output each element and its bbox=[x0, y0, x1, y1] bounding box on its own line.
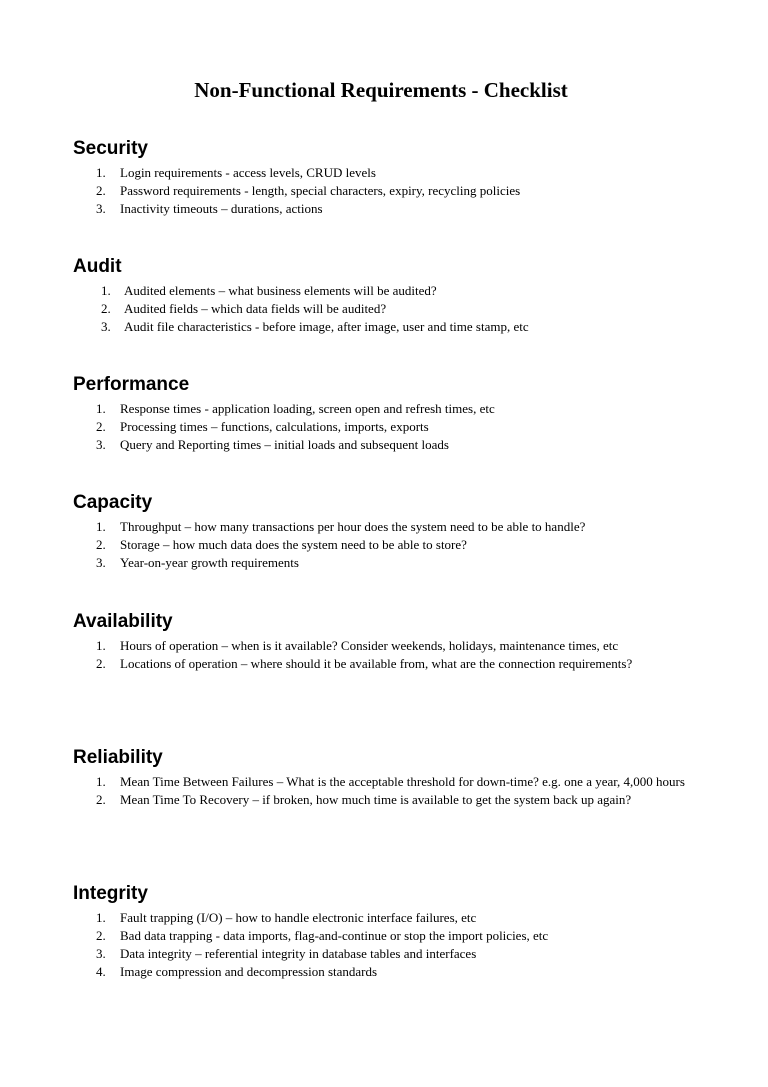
item-number: 2. bbox=[96, 656, 106, 671]
list-item bbox=[0, 418, 768, 436]
section-list bbox=[0, 637, 768, 673]
item-text: Data integrity – referential integrity in database tables and interfaces bbox=[120, 946, 477, 961]
section-list bbox=[0, 518, 768, 572]
item-number: 1. bbox=[96, 165, 106, 180]
item-text: Query and Reporting times – initial loads and subsequent loads bbox=[120, 437, 449, 452]
item-text: Bad data trapping - data imports, flag-and-continue or stop the import policies, etc bbox=[120, 928, 549, 943]
item-text: Response times - application loading, screen open and refresh times, etc bbox=[120, 401, 495, 416]
list-item bbox=[0, 200, 768, 218]
item-text: Storage – how much data does the system need to be able to store? bbox=[120, 537, 467, 552]
list-item bbox=[0, 164, 768, 182]
item-text: Throughput – how many transactions per hour does the system need to be able to handle? bbox=[120, 519, 586, 534]
section-heading: Security bbox=[73, 138, 148, 159]
list-item bbox=[0, 182, 768, 200]
list-item bbox=[0, 791, 768, 809]
section-heading: Reliability bbox=[73, 747, 163, 768]
list-item bbox=[0, 637, 768, 655]
item-number: 4. bbox=[96, 964, 106, 979]
list-item bbox=[0, 318, 768, 336]
item-number: 1. bbox=[96, 774, 106, 789]
item-text: Year-on-year growth requirements bbox=[120, 555, 299, 570]
list-item bbox=[0, 300, 768, 318]
list-item bbox=[0, 282, 768, 300]
document-title: Non-Functional Requirements - Checklist bbox=[194, 78, 568, 102]
item-text: Password requirements - length, special characters, expiry, recycling policies bbox=[120, 183, 521, 198]
list-item bbox=[0, 963, 768, 981]
item-number: 2. bbox=[96, 183, 106, 198]
item-text: Audited fields – which data fields will be audited? bbox=[124, 301, 387, 316]
list-item bbox=[0, 945, 768, 963]
item-number: 2. bbox=[96, 419, 106, 434]
item-number: 1. bbox=[96, 910, 106, 925]
section-heading: Performance bbox=[73, 374, 190, 395]
item-number: 3. bbox=[96, 946, 106, 961]
list-item bbox=[0, 436, 768, 454]
item-number: 1. bbox=[96, 638, 106, 653]
item-number: 1. bbox=[96, 519, 106, 534]
item-text: Processing times – functions, calculations, imports, exports bbox=[120, 419, 429, 434]
list-item bbox=[0, 518, 768, 536]
item-text: Audited elements – what business elements will be audited? bbox=[124, 283, 437, 298]
item-text: Mean Time To Recovery – if broken, how much time is available to get the system back up again? bbox=[120, 792, 632, 807]
item-text: Fault trapping (I/O) – how to handle electronic interface failures, etc bbox=[120, 910, 477, 925]
item-text: Login requirements - access levels, CRUD levels bbox=[120, 165, 376, 180]
section-heading: Integrity bbox=[73, 883, 148, 904]
section-list bbox=[0, 773, 768, 809]
section-heading: Capacity bbox=[73, 492, 153, 513]
section-heading: Audit bbox=[73, 256, 122, 277]
list-item bbox=[0, 909, 768, 927]
list-item bbox=[0, 773, 768, 791]
item-text: Inactivity timeouts – durations, actions bbox=[120, 201, 323, 216]
item-number: 3. bbox=[96, 201, 106, 216]
list-item bbox=[0, 554, 768, 572]
item-number: 3. bbox=[96, 437, 106, 452]
item-number: 2. bbox=[96, 537, 106, 552]
item-number: 3. bbox=[96, 555, 106, 570]
list-item bbox=[0, 536, 768, 554]
item-number: 2. bbox=[96, 792, 106, 807]
list-item bbox=[0, 927, 768, 945]
item-text: Locations of operation – where should it be available from, what are the connection requirements? bbox=[120, 656, 633, 671]
section-list bbox=[0, 400, 768, 454]
item-text: Audit file characteristics - before image, after image, user and time stamp, etc bbox=[124, 319, 529, 334]
item-text: Image compression and decompression standards bbox=[120, 964, 378, 979]
item-number: 2. bbox=[96, 928, 106, 943]
item-number: 3. bbox=[101, 319, 111, 334]
item-text: Hours of operation – when is it available? Consider weekends, holidays, maintenance times, etc bbox=[120, 638, 619, 653]
list-item bbox=[0, 655, 768, 673]
item-number: 1. bbox=[96, 401, 106, 416]
item-text: Mean Time Between Failures – What is the acceptable threshold for down-time? e.g. one a year, 4,000 hours bbox=[120, 774, 685, 789]
section-list bbox=[0, 909, 768, 981]
section-list bbox=[0, 164, 768, 218]
item-number: 2. bbox=[101, 301, 111, 316]
section-list bbox=[0, 282, 768, 336]
item-number: 1. bbox=[101, 283, 111, 298]
section-heading: Availability bbox=[73, 611, 173, 632]
list-item bbox=[0, 400, 768, 418]
